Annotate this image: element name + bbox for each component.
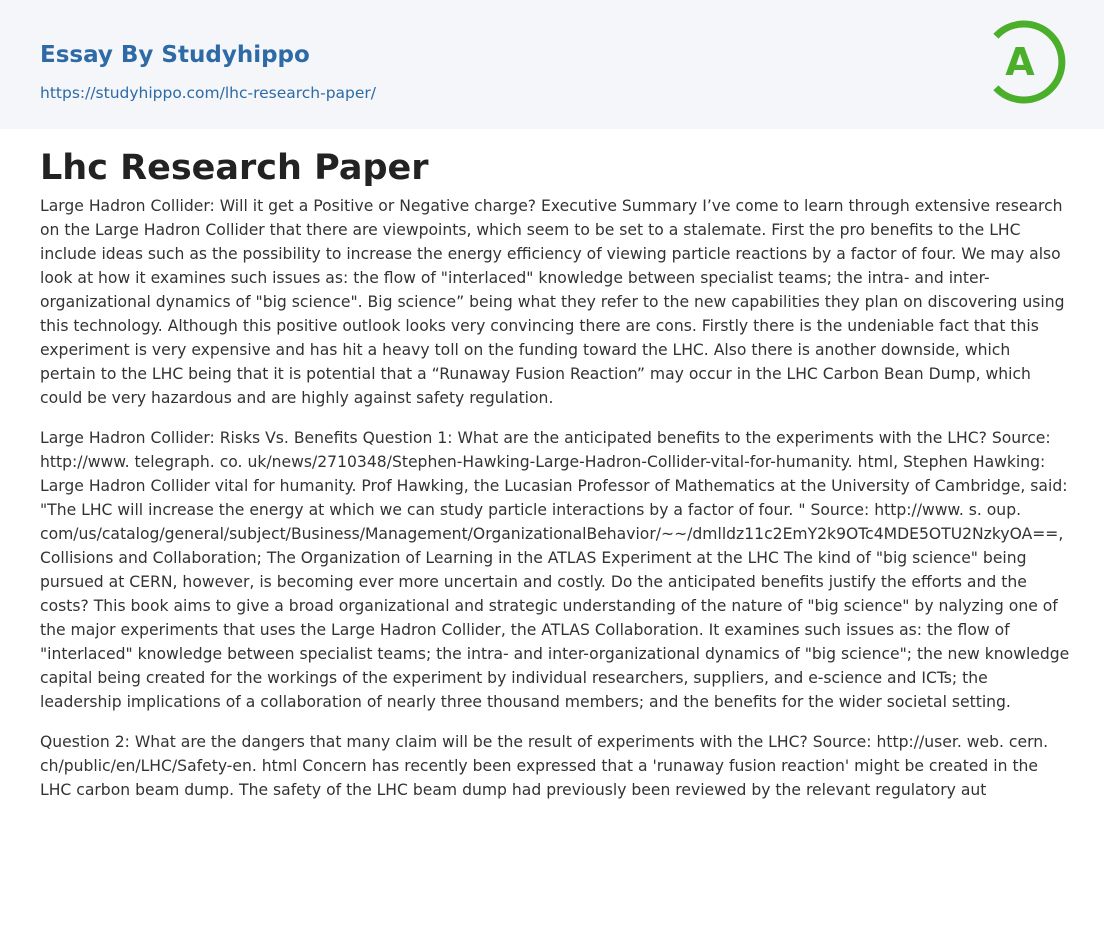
site-title: Essay By Studyhippo <box>40 42 310 68</box>
source-url-link[interactable]: https://studyhippo.com/lhc-research-paper/ <box>40 84 377 102</box>
article-paragraph: Large Hadron Collider: Risks Vs. Benefits Question 1: What are the anticipated benefits to the experiments with the LHC? Source: http://www. telegraph. co. uk/news/2710348/Stephen-Hawking-Large-Hadron-Collider-vital-for-humanity. html, Stephen Hawking: Large Hadron Collider vital for humanity. Prof Hawking, the Lucasian Professor of Mathematics at the University of Cambridge, said: "The LHC will increase the energy at which we can study particle interactions by a factor of four. " Source: http://www. s. oup. com/us/catalog/general/subject/Business/Management/OrganizationalBehavior/~~/dmlldz11c2EmY2k9OTc4MDE5OTU2NzkyOA==, Collisions and Collaboration; The Organization of Learning in the ATLAS Experiment at the LHC The kind of "big science" being pursued at CERN, however, is becoming ever more uncertain and costly. Do the anticipated benefits justify the efforts and the costs? This book aims to give a broad organizational and strategic understanding of the nature of "big science" by nalyzing one of the major experiments that uses the Large Hadron Collider, the ATLAS Collaboration. It examines such issues as: the flow of "interlaced" knowledge between specialist teams; the intra- and inter-organizational dynamics of "big science"; the new knowledge capital being created for the workings of the experiment by individual researchers, suppliers, and e-science and ICTs; the leadership implications of a collaboration of nearly three thousand members; and the benefits for the wider societal setting. <box>40 429 1070 711</box>
site-header <box>0 0 1104 129</box>
article-paragraph: Question 2: What are the dangers that many claim will be the result of experiments with the LHC? Source: http://user. web. cern. ch/public/en/LHC/Safety-en. html Concern has recently been expressed that a 'runaway fusion reaction' might be created in the LHC carbon beam dump. The safety of the LHC beam dump had previously been reviewed by the relevant regulatory aut <box>40 733 1049 799</box>
logo-letter: A <box>1005 40 1035 84</box>
page-title: Lhc Research Paper <box>40 148 429 188</box>
studyhippo-logo-icon[interactable] <box>979 17 1069 107</box>
article-body <box>40 146 1070 818</box>
article-paragraph: Large Hadron Collider: Will it get a Positive or Negative charge? Executive Summary I’ve come to learn through extensive research on the Large Hadron Collider that there are viewpoints, which seem to be set to a stalemate. First the pro benefits to the LHC include ideas such as the possibility to increase the energy efficiency of viewing particle reactions by a factor of four. We may also look at how it examines such issues as: the flow of "interlaced" knowledge between specialist teams; the intra- and inter-organizational dynamics of "big science". Big science” being what they refer to the new capabilities they plan on discovering using this technology. Although this positive outlook looks very convincing there are cons. Firstly there is the undeniable fact that this experiment is very expensive and has hit a heavy toll on the funding toward the LHC. Also there is another downside, which pertain to the LHC being that it is potential that a “Runaway Fusion Reaction” may occur in the LHC Carbon Bean Dump, which could be very hazardous and are highly against safety regulation. <box>40 197 1065 407</box>
